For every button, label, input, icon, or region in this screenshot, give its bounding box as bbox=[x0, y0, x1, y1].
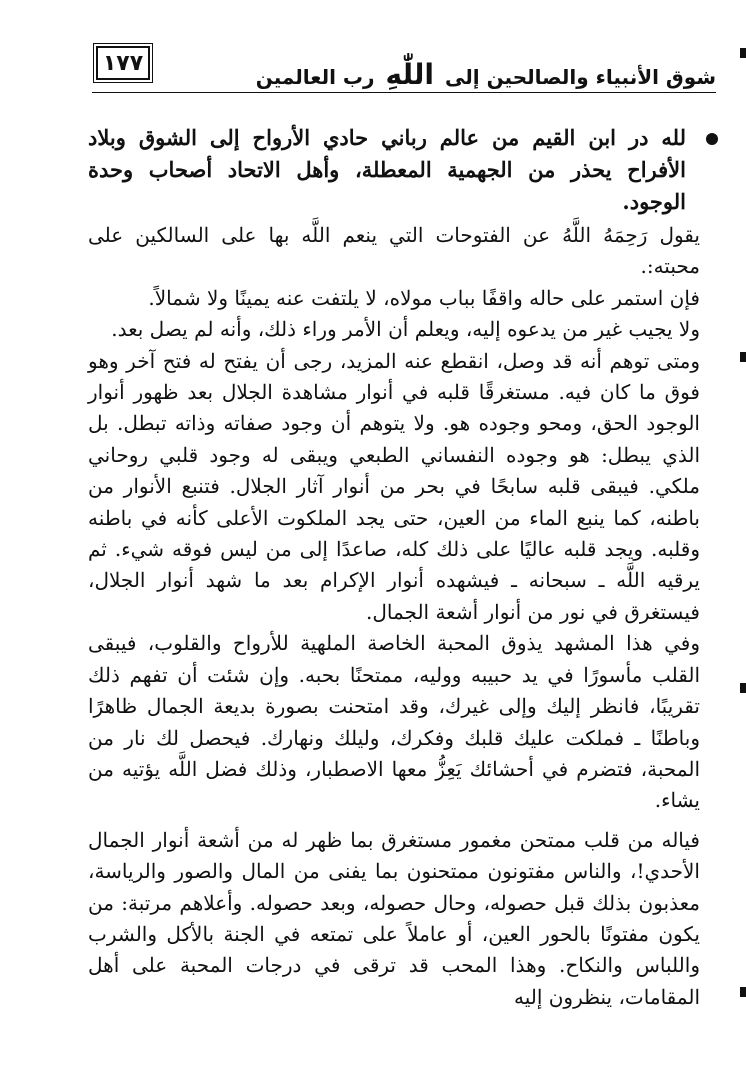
margin-mark bbox=[740, 987, 746, 997]
page-number-box bbox=[96, 46, 150, 80]
paragraph-6: فياله من قلب ممتحن مغمور مستغرق بما ظهر له من أشعة أنوار الجمال الأحدي!، والناس مفتونون ممتحنون بما يفنى من المال والصور والرياسة، معذبون بذلك قبل حصوله، وحال حصوله، وبعد حصوله. وأعلاهم مرتبة: من يكون مفتونًا بالحور العين، أو عاملاً على تمتعه في الجنة بالأكل والشرب واللباس والنكاح. وهذا المحب قد ترقى في درجات المحبة على أهل المقامات، ينظرون إليه bbox=[88, 827, 700, 1009]
page-header bbox=[92, 40, 716, 100]
section-heading-text: لله در ابن القيم من عالم رباني حادي الأرواح إلى الشوق وبلاد الأفراح يحذر من الجهمية المعطلة، وأهل الاتحاد أصحاب وحدة الوجود. bbox=[88, 125, 686, 214]
page-body bbox=[88, 122, 720, 1013]
paragraph-gap bbox=[88, 817, 720, 825]
bullet-icon bbox=[706, 133, 718, 145]
running-title bbox=[256, 58, 716, 91]
paragraph-5: وفي هذا المشهد يذوق المحبة الخاصة الملهية للأرواح والقلوب، فيبقى القلب مأسورًا في يد حبيبه ووليه، ممتحنًا بحبه. وإن شئت أن تفهم ذلك تقريبًا، فانظر إليك وإلى غيرك، وقد امتحنت بصورة بديعة الجمال ظاهرًا وباطنًا ـ فملكت عليك قلبك وفكرك، وليلك ونهارك. فيحصل لك نار من المحبة، فتضرم في أحشائك يَعِزُّ معها الاصطبار، وذلك فضل اللَّه يؤتيه من يشاء. bbox=[88, 631, 700, 813]
margin-mark bbox=[740, 683, 746, 693]
paragraph-4: ومتى توهم أنه قد وصل، انقطع عنه المزيد، رجى أن يفتح له فتح آخر وهو فوق ما كان فيه. مستغرقًا قلبه في أنوار مشاهدة الجلال بعد ظهور أنوار الوجود الحق، ومحو وجوده هو. ولا يتوهم أن وجود صفاته وذاته تبطل. بل الذي يبطل: هو وجوده النفساني الطبعي ويبقى له وجود قلبي روحاني ملكي. فيبقى قلبه سابحًا في بحر من أنوار آثار الجلال. فتنبع الأنوار من باطنه، كما ينبع الماء من العين، حتى يجد الملكوت الأعلى كأنه في باطنه وقلبه. ويجد قلبه عاليًا على ذلك كله، صاعدًا إلى من ليس فوقه شيء. ثم يرقيه اللَّه ـ سبحانه ـ فيشهده أنوار الإكرام بعد ما شهد أنوار الجلال، فيستغرق في نور من أنوار أشعة الجمال. bbox=[88, 348, 701, 624]
paragraph-2: فإن استمر على حاله واقفًا بباب مولاه، لا يلتفت عنه يمينًا ولا شمالاً. bbox=[148, 285, 700, 310]
running-title-end: رب العالمين bbox=[255, 65, 375, 89]
paragraph-3: ولا يجيب غير من يدعوه إليه، ويعلم أن الأمر وراء ذلك، وأنه لم يصل بعد. bbox=[111, 317, 700, 342]
header-rule bbox=[92, 92, 716, 93]
running-title-name: اللّٰهِ bbox=[385, 58, 435, 91]
section-heading bbox=[88, 122, 720, 218]
margin-mark bbox=[740, 352, 746, 362]
running-title-start: شوق الأنبياء والصالحين إلى bbox=[445, 65, 716, 89]
paragraph-1: يقول رَحِمَهُ اللَّهُ عن الفتوحات التي ينعم اللَّه بها على السالكين على محبته:. bbox=[88, 223, 700, 279]
margin-mark bbox=[740, 48, 746, 58]
page-number: ١٧٧ bbox=[102, 50, 144, 76]
